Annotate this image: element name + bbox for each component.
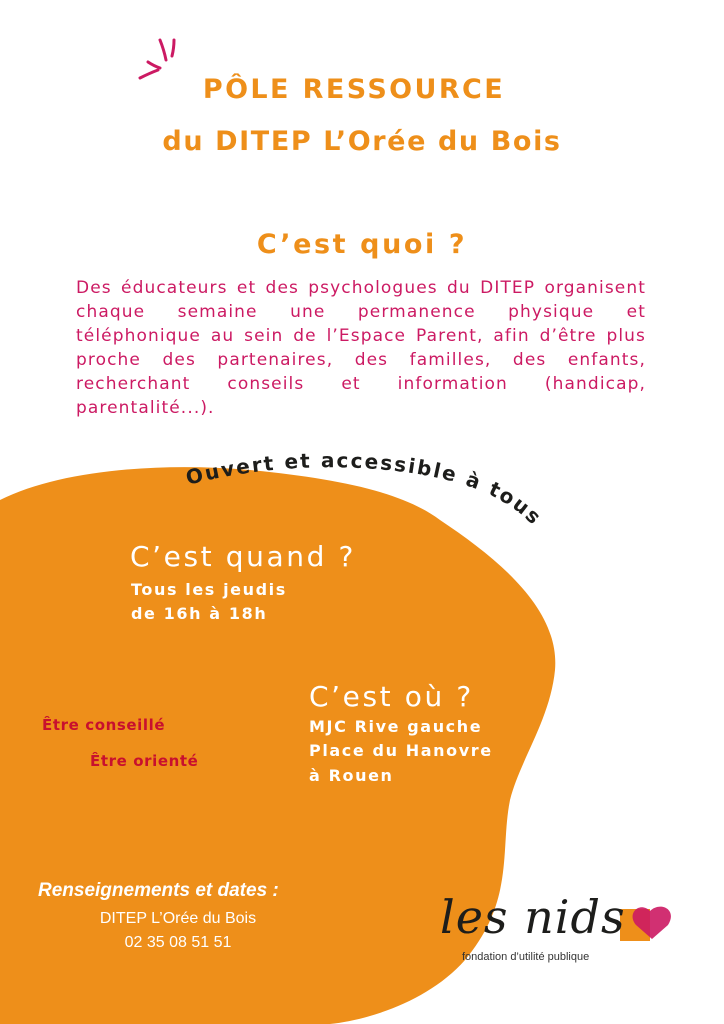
when-heading: C’est quand ? [130, 540, 356, 573]
where-street: Place du Hanovre [309, 741, 493, 760]
arc-slogan-text: Ouvert et accessible à tous [183, 448, 548, 530]
when-day: Tous les jeudis [131, 580, 287, 599]
what-heading: C’est quoi ? [256, 229, 468, 260]
where-venue: MJC Rive gauche [309, 717, 483, 736]
advice-oriented: Être orienté [90, 752, 199, 770]
logo-subtitle: fondation d’utilité publique [462, 951, 590, 963]
logo-name: les nids [440, 890, 626, 944]
when-hours: de 16h à 18h [131, 604, 268, 623]
info-phone: 02 35 08 51 51 [124, 934, 232, 951]
where-city: à Rouen [309, 766, 394, 785]
info-organization: DITEP L’Orée du Bois [99, 910, 257, 927]
info-heading: Renseignements et dates : [38, 880, 279, 901]
where-heading: C’est où ? [309, 680, 474, 713]
what-description: Des éducateurs et des psychologues du DITEP organisent chaque semaine une permanence physique et téléphonique au sein de l’Espace Parent, afin d’être plus proche des partenaires, des familles, des enfants, recherchant conseils et information (handicap, parentalité...). [76, 278, 646, 418]
advice-advised: Être conseillé [42, 716, 166, 734]
page-subtitle: du DITEP L’Orée du Bois [162, 126, 562, 157]
page-title: PÔLE RESSOURCE [202, 74, 506, 105]
